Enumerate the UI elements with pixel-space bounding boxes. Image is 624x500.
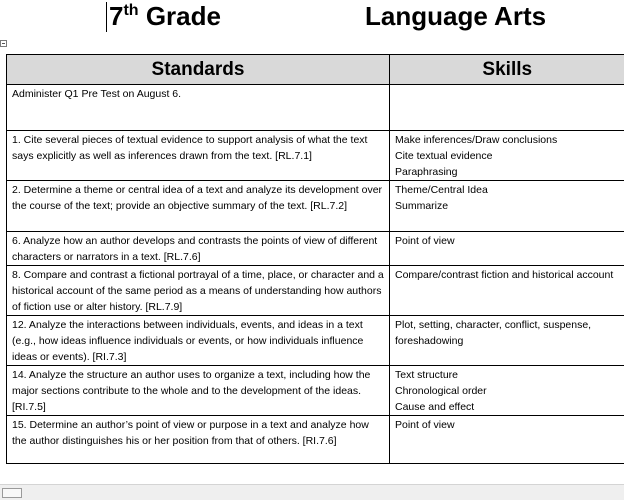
- skill-item: Point of view: [395, 233, 621, 249]
- table-row: [7, 416, 624, 464]
- table-row: [7, 181, 624, 232]
- skill-item: Make inferences/Draw conclusions: [395, 132, 621, 148]
- skill-item: Text structure: [395, 367, 621, 383]
- grade-number: 7: [109, 1, 123, 31]
- skills-cell: [390, 85, 624, 131]
- horizontal-scrollbar[interactable]: [0, 484, 624, 500]
- standard-cell: 14. Analyze the structure an author uses to organize a text, including how the major sections contribute to the whole and to the development of the ideas. [RI.7.5]: [7, 366, 390, 416]
- table-header-row: [7, 55, 624, 85]
- skill-item: Compare/contrast fiction and historical account: [395, 267, 621, 283]
- table-row: [7, 131, 624, 181]
- standards-skills-table: [6, 54, 624, 464]
- grade-suffix: th: [123, 2, 138, 19]
- standard-cell: 12. Analyze the interactions between individuals, events, and ideas in a text (e.g., how ideas influence individuals or events, or how individuals influence ideas or events). [RI.7.3]: [7, 316, 390, 366]
- grade-word: Grade: [146, 1, 221, 31]
- skills-cell: [390, 416, 624, 464]
- skill-item: Point of view: [395, 417, 621, 433]
- table-row: [7, 85, 624, 131]
- skills-cell: [390, 266, 624, 316]
- skills-cell: [390, 181, 624, 232]
- skills-cell: [390, 366, 624, 416]
- standard-cell: 6. Analyze how an author develops and contrasts the points of view of different characters or narrators in a text. [RL.7.6]: [7, 232, 390, 266]
- table-row: [7, 232, 624, 266]
- table-move-handle-icon[interactable]: [0, 40, 7, 47]
- standard-cell: 1. Cite several pieces of textual evidence to support analysis of what the text says explicitly as well as inferences drawn from the text. [RL.7.1]: [7, 131, 390, 181]
- text-cursor: [106, 2, 107, 32]
- subject-heading: Language Arts: [365, 0, 546, 32]
- skill-item: Theme/Central Idea: [395, 182, 621, 198]
- skills-header: Skills: [390, 55, 624, 85]
- skill-item: Cause and effect: [395, 399, 621, 415]
- document-title: [0, 0, 624, 36]
- skill-item: Chronological order: [395, 383, 621, 399]
- scrollbar-thumb[interactable]: [2, 488, 22, 498]
- skill-item: Cite textual evidence: [395, 148, 621, 164]
- grade-heading: [109, 0, 221, 32]
- table-row: [7, 266, 624, 316]
- skills-cell: [390, 232, 624, 266]
- standard-cell: Administer Q1 Pre Test on August 6.: [7, 85, 390, 131]
- skill-item: Summarize: [395, 198, 621, 214]
- standard-cell: 15. Determine an author’s point of view or purpose in a text and analyze how the author distinguishes his or her position from that of others. [RI.7.6]: [7, 416, 390, 464]
- skills-cell: [390, 131, 624, 181]
- table-row: [7, 316, 624, 366]
- standard-cell: 8. Compare and contrast a fictional portrayal of a time, place, or character and a historical account of the same period as a means of understanding how authors of fiction use or alter history. [RL.7.9]: [7, 266, 390, 316]
- standard-cell: 2. Determine a theme or central idea of a text and analyze its development over the course of the text; provide an objective summary of the text. [RL.7.2]: [7, 181, 390, 232]
- skill-item: Plot, setting, character, conflict, suspense, foreshadowing: [395, 317, 621, 349]
- standards-header: Standards: [7, 55, 390, 85]
- skill-item: Paraphrasing: [395, 164, 621, 180]
- skills-cell: [390, 316, 624, 366]
- table-row: [7, 366, 624, 416]
